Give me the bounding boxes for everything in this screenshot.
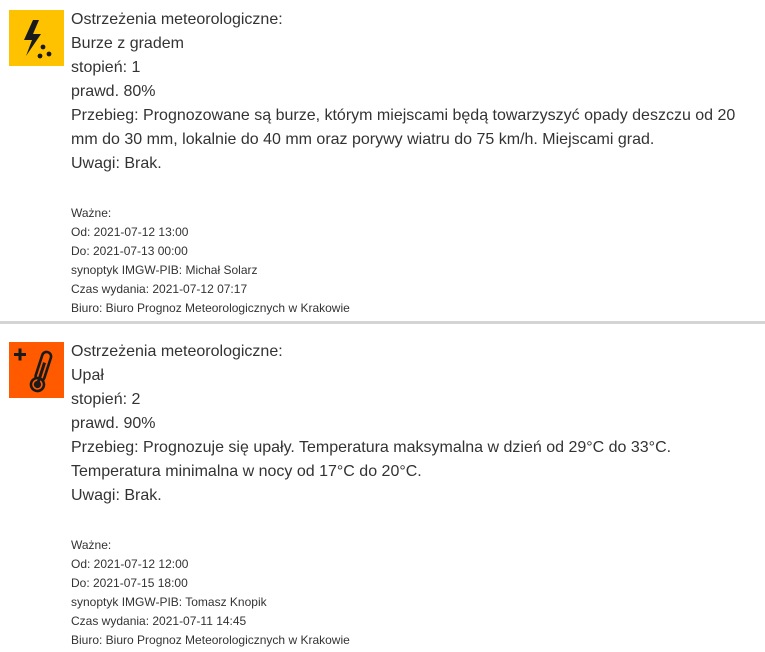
warning-degree: stopień: 1 — [71, 59, 141, 76]
office: Biuro: Biuro Prognoz Meteorologicznych w Krakowie — [71, 301, 350, 315]
warning-event: Burze z gradem — [71, 35, 184, 52]
warning-details — [71, 8, 751, 176]
lightning-hail-icon — [9, 10, 64, 66]
warning-meta — [71, 204, 350, 318]
forecaster: synoptyk IMGW-PIB: Tomasz Knopik — [71, 595, 267, 609]
valid-label: Ważne: — [71, 538, 112, 552]
warning-remarks: Uwagi: Brak. — [71, 487, 162, 504]
issue-time: Czas wydania: 2021-07-12 07:17 — [71, 282, 248, 296]
issue-time: Czas wydania: 2021-07-11 14:45 — [71, 614, 247, 628]
warning-course: Przebieg: Prognozuje się upały. Temperatura maksymalna w dzień od 29°C do 33°C. Temperatura minimalna w nocy od 17°C do 20°C. — [71, 439, 672, 480]
warning-card-heat — [0, 332, 765, 652]
forecaster: synoptyk IMGW-PIB: Michał Solarz — [71, 263, 258, 277]
warning-card-storm — [0, 0, 765, 322]
valid-label: Ważne: — [71, 206, 112, 220]
divider — [0, 321, 765, 324]
thermometer-plus-icon — [9, 342, 64, 398]
warning-header: Ostrzeżenia meteorologiczne: — [71, 11, 283, 28]
warning-event: Upał — [71, 367, 104, 384]
warning-degree: stopień: 2 — [71, 391, 141, 408]
warning-remarks: Uwagi: Brak. — [71, 155, 162, 172]
warning-details — [71, 340, 751, 508]
warning-probability: prawd. 90% — [71, 415, 156, 432]
valid-from: Od: 2021-07-12 12:00 — [71, 557, 189, 571]
valid-to: Do: 2021-07-13 00:00 — [71, 244, 188, 258]
warning-course: Przebieg: Prognozowane są burze, którym miejscami będą towarzyszyć opady deszczu od 20 mm do 30 mm, lokalnie do 40 mm oraz porywy wiatru do 75 km/h. Miejscami grad. — [71, 107, 736, 148]
office: Biuro: Biuro Prognoz Meteorologicznych w Krakowie — [71, 633, 350, 647]
valid-from: Od: 2021-07-12 13:00 — [71, 225, 189, 239]
warning-probability: prawd. 80% — [71, 83, 156, 100]
warning-header: Ostrzeżenia meteorologiczne: — [71, 343, 283, 360]
valid-to: Do: 2021-07-15 18:00 — [71, 576, 188, 590]
warning-meta — [71, 536, 350, 650]
